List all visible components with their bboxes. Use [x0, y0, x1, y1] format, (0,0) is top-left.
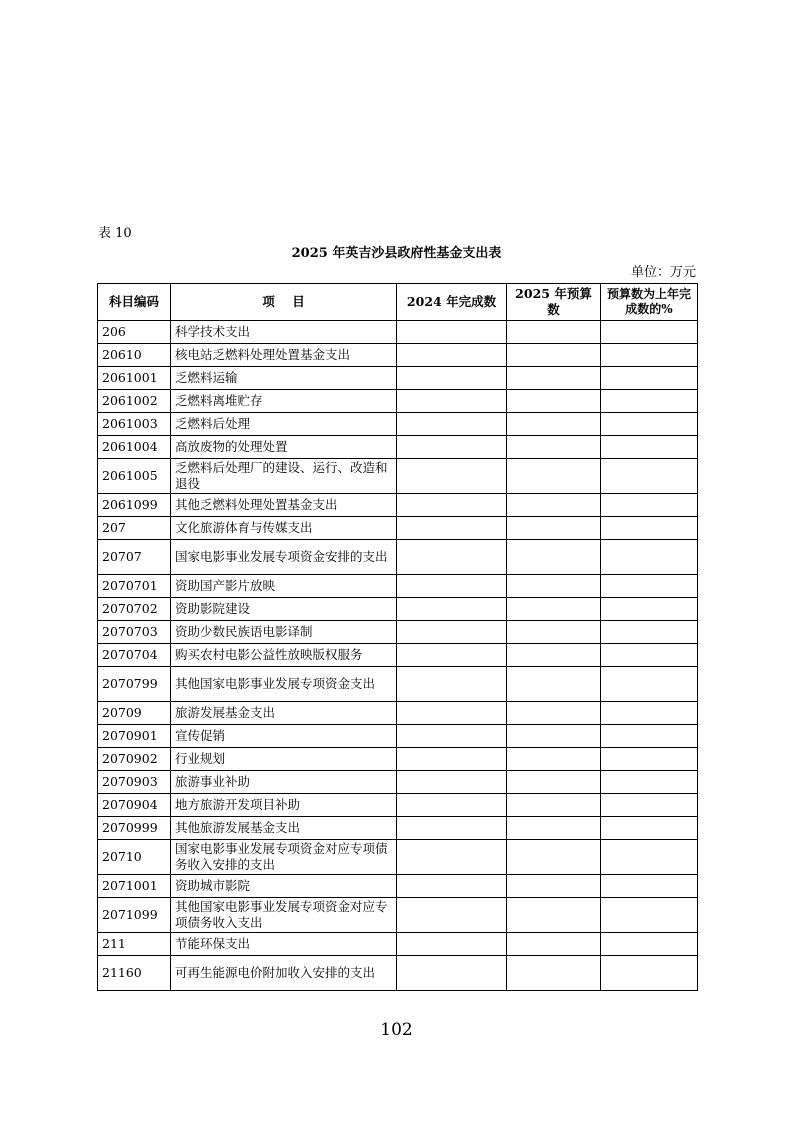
row-code-cell: 2070903: [98, 771, 171, 794]
row-item-name-cell: 其他旅游发展基金支出: [171, 817, 397, 840]
row-2024-actual-cell: [397, 390, 507, 413]
row-2025-budget-cell: [507, 817, 601, 840]
row-2025-budget-cell: [507, 956, 601, 991]
row-item-name-cell: 旅游事业补助: [171, 771, 397, 794]
row-2024-actual-cell: [397, 621, 507, 644]
table-row: [98, 621, 698, 644]
row-2025-budget-cell: [507, 575, 601, 598]
row-code-cell: 207: [98, 517, 171, 540]
row-item-name-cell: 其他乏燃料处理处置基金支出: [171, 494, 397, 517]
column-header-code: 科目编码: [98, 284, 171, 321]
row-item-name-cell: 乏燃料运输: [171, 367, 397, 390]
row-2024-actual-cell: [397, 540, 507, 575]
row-2025-budget-cell: [507, 667, 601, 702]
row-code-cell: 2071001: [98, 875, 171, 898]
row-percent-cell: [601, 702, 698, 725]
row-2024-actual-cell: [397, 321, 507, 344]
row-2024-actual-cell: [397, 702, 507, 725]
row-code-cell: 2061002: [98, 390, 171, 413]
table-row: [98, 644, 698, 667]
row-percent-cell: [601, 344, 698, 367]
column-header-2024-actual: 2024 年完成数: [397, 284, 507, 321]
table-row: [98, 390, 698, 413]
row-2024-actual-cell: [397, 494, 507, 517]
row-2025-budget-cell: [507, 840, 601, 875]
row-code-cell: 2070904: [98, 794, 171, 817]
row-2024-actual-cell: [397, 517, 507, 540]
row-item-name-cell: 高放废物的处理处置: [171, 436, 397, 459]
row-percent-cell: [601, 898, 698, 933]
row-2025-budget-cell: [507, 598, 601, 621]
row-code-cell: 2071099: [98, 898, 171, 933]
row-percent-cell: [601, 667, 698, 702]
row-code-cell: 20707: [98, 540, 171, 575]
row-2025-budget-cell: [507, 540, 601, 575]
row-item-name-cell: 其他国家电影事业发展专项资金对应专项债务收入支出: [171, 898, 397, 933]
row-percent-cell: [601, 644, 698, 667]
table-row: [98, 794, 698, 817]
row-item-name-cell: 文化旅游体育与传媒支出: [171, 517, 397, 540]
row-2025-budget-cell: [507, 933, 601, 956]
row-2025-budget-cell: [507, 702, 601, 725]
row-2025-budget-cell: [507, 725, 601, 748]
column-header-2025-budget: 2025 年预算数: [507, 284, 601, 321]
column-header-percent: 预算数为上年完成数的%: [601, 284, 698, 321]
row-percent-cell: [601, 748, 698, 771]
row-percent-cell: [601, 933, 698, 956]
row-code-cell: 2070701: [98, 575, 171, 598]
row-2024-actual-cell: [397, 725, 507, 748]
row-2024-actual-cell: [397, 794, 507, 817]
row-code-cell: 2070902: [98, 748, 171, 771]
table-row: [98, 540, 698, 575]
row-code-cell: 2061005: [98, 459, 171, 494]
row-item-name-cell: 乏燃料后处理厂的建设、运行、改造和退役: [171, 459, 397, 494]
row-code-cell: 211: [98, 933, 171, 956]
row-code-cell: 2061099: [98, 494, 171, 517]
row-code-cell: 2061001: [98, 367, 171, 390]
row-2025-budget-cell: [507, 413, 601, 436]
row-item-name-cell: 科学技术支出: [171, 321, 397, 344]
row-code-cell: 2070799: [98, 667, 171, 702]
row-code-cell: 20610: [98, 344, 171, 367]
row-code-cell: 20710: [98, 840, 171, 875]
row-percent-cell: [601, 840, 698, 875]
document-title: 2025 年英吉沙县政府性基金支出表: [291, 246, 502, 261]
table-row: [98, 575, 698, 598]
row-percent-cell: [601, 794, 698, 817]
row-percent-cell: [601, 875, 698, 898]
row-2024-actual-cell: [397, 598, 507, 621]
row-2025-budget-cell: [507, 367, 601, 390]
row-2024-actual-cell: [397, 413, 507, 436]
row-percent-cell: [601, 321, 698, 344]
row-2025-budget-cell: [507, 898, 601, 933]
row-item-name-cell: 购买农村电影公益性放映版权服务: [171, 644, 397, 667]
row-2025-budget-cell: [507, 644, 601, 667]
row-2024-actual-cell: [397, 748, 507, 771]
row-percent-cell: [601, 436, 698, 459]
table-body: [98, 321, 698, 991]
table-row: [98, 875, 698, 898]
row-2024-actual-cell: [397, 667, 507, 702]
row-code-cell: 206: [98, 321, 171, 344]
row-2025-budget-cell: [507, 621, 601, 644]
row-2024-actual-cell: [397, 956, 507, 991]
row-2025-budget-cell: [507, 390, 601, 413]
row-code-cell: 20709: [98, 702, 171, 725]
row-2024-actual-cell: [397, 575, 507, 598]
row-item-name-cell: 资助国产影片放映: [171, 575, 397, 598]
table-row: [98, 817, 698, 840]
row-2025-budget-cell: [507, 517, 601, 540]
table-row: [98, 725, 698, 748]
row-2025-budget-cell: [507, 459, 601, 494]
table-row: [98, 367, 698, 390]
table-number-label: 表 10: [98, 226, 132, 241]
row-percent-cell: [601, 598, 698, 621]
row-2024-actual-cell: [397, 436, 507, 459]
table-row: [98, 933, 698, 956]
row-2025-budget-cell: [507, 321, 601, 344]
row-code-cell: 2070702: [98, 598, 171, 621]
table-row: [98, 771, 698, 794]
row-2025-budget-cell: [507, 494, 601, 517]
table-row: [98, 840, 698, 875]
unit-label: 单位：万元: [630, 265, 696, 280]
row-item-name-cell: 资助城市影院: [171, 875, 397, 898]
row-2024-actual-cell: [397, 644, 507, 667]
table-row: [98, 598, 698, 621]
row-2024-actual-cell: [397, 898, 507, 933]
row-code-cell: 2070999: [98, 817, 171, 840]
table-row: [98, 956, 698, 991]
row-2025-budget-cell: [507, 771, 601, 794]
row-2024-actual-cell: [397, 771, 507, 794]
row-2024-actual-cell: [397, 840, 507, 875]
row-item-name-cell: 资助影院建设: [171, 598, 397, 621]
row-2025-budget-cell: [507, 436, 601, 459]
table-row: [98, 344, 698, 367]
row-code-cell: 2061004: [98, 436, 171, 459]
row-2025-budget-cell: [507, 875, 601, 898]
row-2024-actual-cell: [397, 817, 507, 840]
row-code-cell: 2070704: [98, 644, 171, 667]
row-percent-cell: [601, 621, 698, 644]
table-row: [98, 321, 698, 344]
row-percent-cell: [601, 575, 698, 598]
row-item-name-cell: 乏燃料离堆贮存: [171, 390, 397, 413]
row-2025-budget-cell: [507, 748, 601, 771]
row-percent-cell: [601, 413, 698, 436]
row-item-name-cell: 行业规划: [171, 748, 397, 771]
row-item-name-cell: 核电站乏燃料处理处置基金支出: [171, 344, 397, 367]
row-percent-cell: [601, 494, 698, 517]
row-item-name-cell: 其他国家电影事业发展专项资金支出: [171, 667, 397, 702]
row-item-name-cell: 资助少数民族语电影译制: [171, 621, 397, 644]
row-code-cell: 21160: [98, 956, 171, 991]
row-item-name-cell: 节能环保支出: [171, 933, 397, 956]
row-item-name-cell: 宣传促销: [171, 725, 397, 748]
row-code-cell: 2061003: [98, 413, 171, 436]
fund-expenditure-table: [97, 283, 698, 991]
row-2024-actual-cell: [397, 459, 507, 494]
row-percent-cell: [601, 390, 698, 413]
table-row: [98, 436, 698, 459]
row-2024-actual-cell: [397, 875, 507, 898]
row-2024-actual-cell: [397, 933, 507, 956]
row-item-name-cell: 旅游发展基金支出: [171, 702, 397, 725]
table-row: [98, 459, 698, 494]
row-percent-cell: [601, 956, 698, 991]
row-2024-actual-cell: [397, 344, 507, 367]
row-item-name-cell: 乏燃料后处理: [171, 413, 397, 436]
table-row: [98, 667, 698, 702]
row-percent-cell: [601, 517, 698, 540]
row-2024-actual-cell: [397, 367, 507, 390]
table-row: [98, 494, 698, 517]
table-header-row: [98, 284, 698, 321]
row-percent-cell: [601, 540, 698, 575]
table-row: [98, 898, 698, 933]
row-percent-cell: [601, 771, 698, 794]
row-percent-cell: [601, 817, 698, 840]
row-2025-budget-cell: [507, 794, 601, 817]
row-code-cell: 2070703: [98, 621, 171, 644]
row-item-name-cell: 地方旅游开发项目补助: [171, 794, 397, 817]
row-percent-cell: [601, 459, 698, 494]
table-row: [98, 702, 698, 725]
row-code-cell: 2070901: [98, 725, 171, 748]
row-percent-cell: [601, 367, 698, 390]
row-item-name-cell: 国家电影事业发展专项资金对应专项债务收入安排的支出: [171, 840, 397, 875]
column-header-item: 项 目: [171, 284, 397, 321]
page-number: 102: [380, 1020, 413, 1040]
table-row: [98, 748, 698, 771]
row-2025-budget-cell: [507, 344, 601, 367]
row-item-name-cell: 国家电影事业发展专项资金安排的支出: [171, 540, 397, 575]
table-row: [98, 517, 698, 540]
row-item-name-cell: 可再生能源电价附加收入安排的支出: [171, 956, 397, 991]
row-percent-cell: [601, 725, 698, 748]
table-row: [98, 413, 698, 436]
